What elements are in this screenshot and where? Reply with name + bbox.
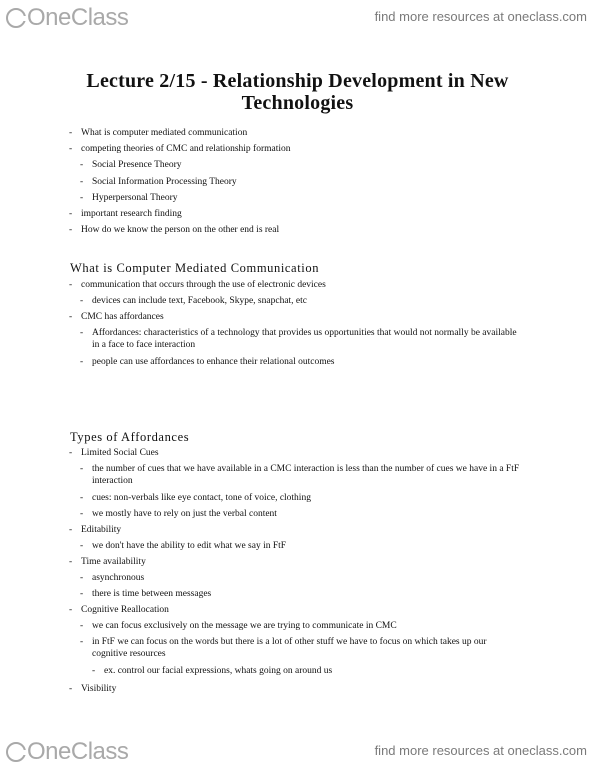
list-item: - important research finding	[69, 209, 182, 219]
list-item: - there is time between messages	[80, 589, 212, 599]
list-item: - Affordances: characteristics of a technology that provides us opportunities that would not normally be available in a face to face interaction	[80, 328, 517, 350]
header-bar	[0, 0, 595, 34]
list-item: - CMC has affordances	[69, 312, 164, 322]
logo-circle-icon	[6, 8, 26, 28]
list-item: - Time availability	[69, 557, 146, 567]
list-item: - we can focus exclusively on the message we are trying to communicate in CMC	[80, 621, 397, 631]
list-item: - devices can include text, Facebook, Skype, snapchat, etc	[80, 296, 307, 306]
list-item: - in FtF we can focus on the words but there is a lot of other stuff we have to focus on which takes up our cognitive resources	[80, 637, 487, 659]
list-item: - cues: non-verbals like eye contact, tone of voice, clothing	[80, 493, 311, 503]
list-item: - people can use affordances to enhance their relational outcomes	[80, 357, 335, 367]
list-item: - we don't have the ability to edit what we say in FtF	[80, 541, 287, 551]
list-item: - competing theories of CMC and relationship formation	[69, 144, 291, 154]
list-item: - How do we know the person on the other end is real	[69, 225, 280, 235]
list-item: - Social Information Processing Theory	[80, 177, 237, 187]
oneclass-logo[interactable]	[6, 4, 128, 32]
list-item: - What is computer mediated communication	[69, 128, 248, 138]
resources-link[interactable]: find more resources at oneclass.com	[374, 9, 587, 24]
list-item: - the number of cues that we have available in a CMC interaction is less than the number of cues we have in a FtF interaction	[80, 464, 520, 486]
resources-link-footer[interactable]: find more resources at oneclass.com	[374, 743, 587, 758]
list-item: - Editability	[69, 525, 122, 535]
page-title: Lecture 2/15 - Relationship Development in New Technologies	[86, 70, 509, 114]
list-item: - Limited Social Cues	[69, 448, 159, 458]
section-heading: Types of Affordances	[70, 430, 190, 444]
list-item: - asynchronous	[80, 573, 145, 583]
list-item: - Cognitive Reallocation	[69, 605, 169, 615]
list-item: - Social Presence Theory	[80, 160, 182, 170]
list-item: - ex. control our facial expressions, whats going on around us	[92, 666, 333, 676]
logo-text: OneClass	[27, 4, 129, 31]
list-item: - Hyperpersonal Theory	[80, 193, 178, 203]
section-heading: What is Computer Mediated Communication	[70, 261, 320, 275]
list-item: - communication that occurs through the use of electronic devices	[69, 280, 326, 290]
logo-circle-icon	[6, 742, 26, 762]
list-item: - Visibility	[69, 684, 117, 694]
list-item: - we mostly have to rely on just the verbal content	[80, 509, 277, 519]
oneclass-logo-footer[interactable]	[6, 738, 128, 766]
logo-text: OneClass	[27, 738, 129, 765]
